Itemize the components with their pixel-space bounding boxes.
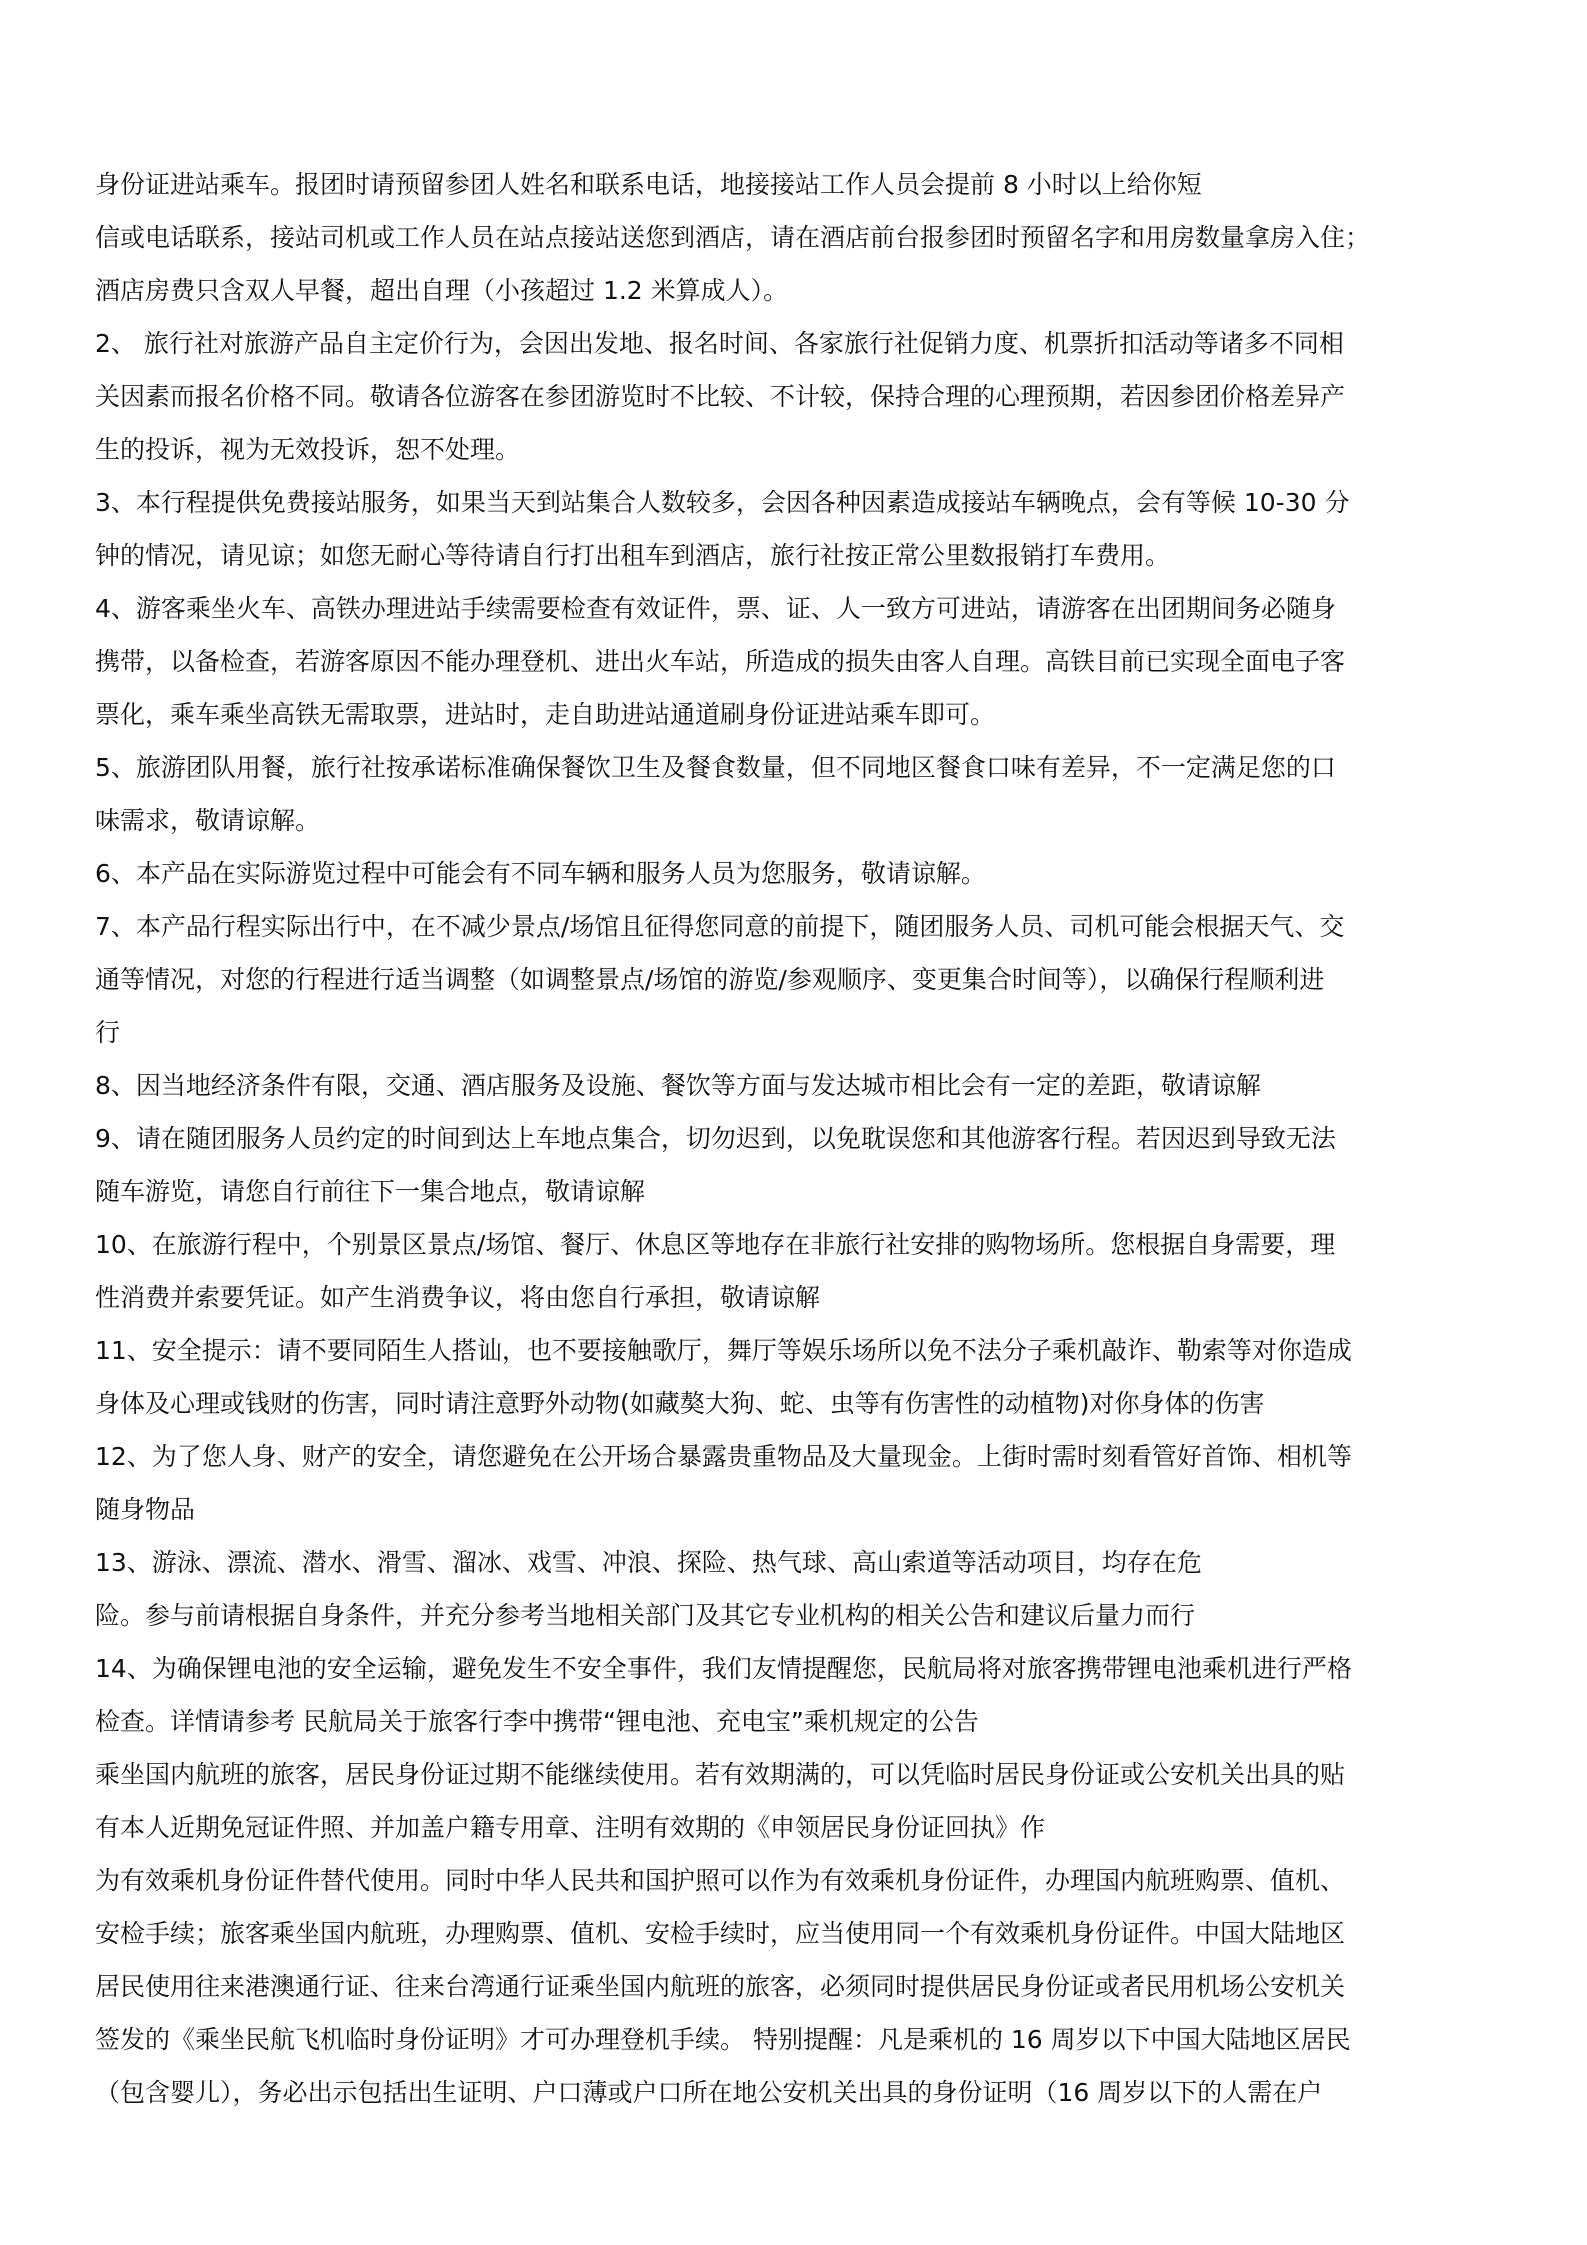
text-line: 票化，乘车乘坐高铁无需取票，进站时，走自助进站通道刷身份证进站乘车即可。 (95, 700, 996, 729)
text-line: 行 (95, 1018, 121, 1047)
text-line: 5、旅游团队用餐，旅行社按承诺标准确保餐饮卫生及餐食数量，但不同地区餐食口味有差异，不一定满足您的口 (95, 753, 1336, 782)
text-line: 随身物品 (95, 1495, 196, 1524)
text-line: 通等情况，对您的行程进行适当调整（如调整景点/场馆的游览/参观顺序、变更集合时间等），以确保行程顺利进 (95, 965, 1325, 994)
text-line: 酒店房费只含双人早餐，超出自理（小孩超过 1.2 米算成人）。 (95, 276, 789, 305)
text-line: 关因素而报名价格不同。敬请各位游客在参团游览时不比较、不计较，保持合理的心理预期，若因参团价格差异产 (95, 382, 1346, 411)
text-line: 携带，以备检查，若游客原因不能办理登机、进出火车站，所造成的损失由客人自理。高铁目前已实现全面电子客 (95, 647, 1346, 676)
text-line: 2、 旅行社对旅游产品自主定价行为，会因出发地、报名时间、各家旅行社促销力度、机票折扣活动等诸多不同相 (95, 329, 1344, 358)
text-line: 身体及心理或钱财的伤害，同时请注意野外动物(如藏獒大狗、蛇、虫等有伤害性的动植物)对你身体的伤害 (95, 1389, 1265, 1418)
text-line: 安检手续；旅客乘坐国内航班，办理购票、值机、安检手续时，应当使用同一个有效乘机身份证件。中国大陆地区 (95, 1919, 1346, 1948)
text-line: 乘坐国内航班的旅客，居民身份证过期不能继续使用。若有效期满的，可以凭临时居民身份证或公安机关出具的贴 (95, 1760, 1346, 1789)
text-line: 味需求，敬请谅解。 (95, 806, 321, 835)
text-line: 11、安全提示：请不要同陌生人搭讪，也不要接触歌厅，舞厅等娱乐场所以免不法分子乘机敲诈、勒索等对你造成 (95, 1336, 1352, 1365)
text-line: 12、为了您人身、财产的安全，请您避免在公开场合暴露贵重物品及大量现金。上街时需时刻看管好首饰、相机等 (95, 1442, 1352, 1471)
text-line: 险。参与前请根据自身条件，并充分参考当地相关部门及其它专业机构的相关公告和建议后量力而行 (95, 1601, 1196, 1630)
text-line: 性消费并索要凭证。如产生消费争议，将由您自行承担，敬请谅解 (95, 1283, 821, 1312)
text-line: 身份证进站乘车。报团时请预留参团人姓名和联系电话，地接接站工作人员会提前 8 小时以上给你短 (95, 170, 1202, 199)
text-line: 4、游客乘坐火车、高铁办理进站手续需要检查有效证件，票、证、人一致方可进站，请游客在出团期间务必随身 (95, 594, 1336, 623)
text-line: 信或电话联系，接站司机或工作人员在站点接站送您到酒店，请在酒店前台报参团时预留名字和用房数量拿房入住； (95, 223, 1371, 252)
text-line: 有本人近期免冠证件照、并加盖户籍专用章、注明有效期的《申领居民身份证回执》作 (95, 1813, 1046, 1842)
text-line: 随车游览，请您自行前往下一集合地点，敬请谅解 (95, 1177, 646, 1206)
text-line: （包含婴儿），务必出示包括出生证明、户口薄或户口所在地公安机关出具的身份证明（16 周岁以下的人需在户 (95, 2078, 1323, 2107)
text-line: 生的投诉，视为无效投诉，恕不处理。 (95, 435, 521, 464)
text-line: 14、为确保锂电池的安全运输，避免发生不安全事件，我们友情提醒您，民航局将对旅客携带锂电池乘机进行严格 (95, 1654, 1352, 1683)
document-body (95, 158, 1510, 2119)
text-line: 为有效乘机身份证件替代使用。同时中华人民共和国护照可以作为有效乘机身份证件，办理国内航班购票、值机、 (95, 1866, 1346, 1895)
text-line: 10、在旅游行程中，个别景区景点/场馆、餐厅、休息区等地存在非旅行社安排的购物场所。您根据自身需要，理 (95, 1230, 1336, 1259)
text-line: 3、本行程提供免费接站服务，如果当天到站集合人数较多，会因各种因素造成接站车辆晚点，会有等候 10-30 分 (95, 488, 1350, 517)
text-line: 13、游泳、漂流、潜水、滑雪、溜冰、戏雪、冲浪、探险、热气球、高山索道等活动项目，均存在危 (95, 1548, 1202, 1577)
text-line: 居民使用往来港澳通行证、往来台湾通行证乘坐国内航班的旅客，必须同时提供居民身份证或者民用机场公安机关 (95, 1972, 1346, 2001)
text-line: 8、因当地经济条件有限，交通、酒店服务及设施、餐饮等方面与发达城市相比会有一定的差距，敬请谅解 (95, 1071, 1261, 1100)
text-line: 钟的情况，请见谅；如您无耐心等待请自行打出租车到酒店，旅行社按正常公里数报销打车费用。 (95, 541, 1171, 570)
text-line: 签发的《乘坐民航飞机临时身份证明》才可办理登机手续。 特别提醒：凡是乘机的 16 周岁以下中国大陆地区居民 (95, 2025, 1351, 2054)
text-line: 检查。详情请参考 民航局关于旅客行李中携带“锂电池、充电宝”乘机规定的公告 (95, 1707, 979, 1736)
text-line: 7、本产品行程实际出行中，在不减少景点/场馆且征得您同意的前提下，随团服务人员、司机可能会根据天气、交 (95, 912, 1345, 941)
text-line: 9、请在随团服务人员约定的时间到达上车地点集合，切勿迟到，以免耽误您和其他游客行程。若因迟到导致无法 (95, 1124, 1336, 1153)
text-line: 6、本产品在实际游览过程中可能会有不同车辆和服务人员为您服务，敬请谅解。 (95, 859, 986, 888)
